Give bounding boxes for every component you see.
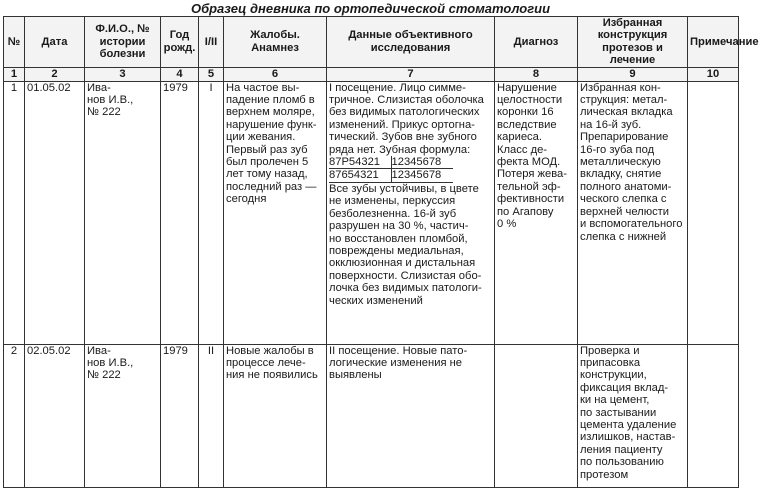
birth-year: 1979	[161, 81, 199, 344]
text-line: разрушен на 30 %, частич-	[329, 220, 469, 233]
text-line: слепка с нижней	[580, 230, 667, 243]
text-line: ческого слепка с	[580, 193, 667, 206]
text-line: металлическую	[580, 156, 661, 169]
column-number: 5	[199, 67, 224, 81]
text-line: лическая вкладка	[580, 106, 673, 119]
dental-formula	[329, 156, 453, 183]
text-line: тричное. Слизистая оболочка	[329, 94, 484, 107]
text-line: был пролечен 5	[226, 156, 309, 169]
text-line: Проверка и	[580, 344, 640, 357]
dental-formula-row	[329, 169, 453, 182]
text-line: повреждены медиальная,	[329, 244, 464, 257]
text-line: по застывании	[580, 406, 657, 419]
dental-formula-quadrant: 12345678	[391, 156, 442, 169]
text-line: верхней челюсти	[580, 205, 670, 218]
text-line: логические изменения не	[329, 357, 463, 370]
text-line: На частое вы-	[226, 81, 300, 94]
text-line: верхнем моляре,	[226, 106, 315, 119]
header-cell: Ф.И.О., № истории болезни	[85, 17, 161, 68]
diagnosis	[495, 344, 578, 487]
text-line: конструкции,	[580, 369, 647, 382]
text-line: 0 %	[497, 218, 517, 231]
text-line: но восстановлен пломбой,	[329, 232, 468, 245]
dental-formula-quadrant: 87654321	[329, 169, 392, 181]
text-line: лет тому назад,	[226, 168, 308, 181]
column-number: 8	[495, 67, 578, 81]
text-line: ки на цемент,	[580, 394, 650, 407]
text-line: тический. Зубов вне зубного	[329, 131, 477, 144]
text-line: 16-го зуба под	[580, 143, 655, 156]
text-line: на 16-й зуб.	[580, 118, 642, 131]
text-line: фективности	[497, 193, 565, 206]
text-line: ния не появились	[226, 369, 318, 382]
text-line: нов И.В.,	[87, 94, 134, 107]
column-number: 3	[85, 67, 161, 81]
text-line: ческих изменений	[329, 294, 423, 307]
text-line: безболезненна. 16-й зуб	[329, 207, 457, 220]
table-row	[4, 81, 739, 344]
text-line: выявлены	[329, 369, 382, 382]
text-line: тельной эф-	[497, 180, 561, 193]
text-line: процессе лече-	[226, 357, 306, 370]
text-line: и вспомогательного	[580, 218, 683, 231]
text-line: струкция: метал-	[580, 94, 668, 107]
column-number: 2	[25, 67, 85, 81]
text-line: поверхности. Слизистая обо-	[329, 269, 482, 282]
text-line: ряда нет. Зубная формула:	[329, 143, 471, 156]
text-line: II посещение. Новые пато-	[329, 344, 468, 357]
text-line: по пользованию	[580, 456, 664, 469]
treatment	[578, 81, 688, 344]
text-line: последний раз —	[226, 180, 317, 193]
complaints	[224, 344, 327, 487]
text-line: нов И.В.,	[87, 357, 134, 370]
column-number: 1	[4, 67, 25, 81]
dental-formula-quadrant: 12345678	[391, 169, 442, 182]
header-cell: Примечание	[688, 17, 739, 68]
text-line: Препарирование	[580, 131, 669, 144]
text-line: Ива-	[87, 344, 111, 357]
dental-formula-quadrant: 87Р54321	[329, 156, 392, 168]
text-line: протезом	[580, 468, 629, 481]
header-cell: №	[4, 17, 25, 68]
header-cell: Год рожд.	[161, 17, 199, 68]
complaints	[224, 81, 327, 344]
text-line: Первый раз зуб	[226, 143, 308, 156]
text-line: полного анатоми-	[580, 180, 672, 193]
header-cell: Дата	[25, 17, 85, 68]
note	[688, 81, 739, 344]
treatment	[578, 344, 688, 487]
column-number-row	[4, 67, 739, 81]
text-line: Все зубы устойчивы, в цвете	[329, 182, 479, 195]
column-number: 9	[578, 67, 688, 81]
text-line: сегодня	[226, 193, 267, 206]
header-cell: Жалобы. Анамнез	[224, 17, 327, 68]
dental-formula-row	[329, 156, 453, 169]
visit-date: 02.05.02	[25, 344, 85, 487]
visit-number: I	[199, 81, 224, 344]
text-line: Класс де-	[497, 143, 548, 156]
column-number: 7	[327, 67, 495, 81]
header-cell: Диагноз	[495, 17, 578, 68]
text-line: кариеса.	[497, 131, 542, 144]
patient-name	[85, 81, 161, 344]
text-line: ции жевания.	[226, 131, 296, 144]
text-line: I посещение. Лицо симме-	[329, 81, 466, 94]
column-number: 6	[224, 67, 327, 81]
birth-year: 1979	[161, 344, 199, 487]
visit-date: 01.05.02	[25, 81, 85, 344]
header-cell: Данные объективного исследования	[327, 17, 495, 68]
text-line: Потеря жева-	[497, 168, 567, 181]
column-number: 10	[688, 67, 739, 81]
header-cell: Избранная конструкция протезов и лечение	[578, 17, 688, 68]
diagnosis	[495, 81, 578, 344]
exam-data	[327, 344, 495, 487]
text-line: не изменены, перкуссия	[329, 195, 456, 208]
text-line: падение пломб в	[226, 94, 315, 107]
text-line: Новые жалобы в	[226, 344, 314, 357]
text-line: Нарушение	[497, 81, 557, 94]
text-line: фекта МОД.	[497, 156, 561, 169]
text-line: нарушение функ-	[226, 118, 317, 131]
text-line: по Агапову	[497, 205, 554, 218]
table-row	[4, 344, 739, 487]
text-line: № 222	[87, 369, 121, 382]
text-line: окклюзионная и дистальная	[329, 257, 476, 270]
row-number: 1	[4, 81, 25, 344]
text-line: ления пациенту	[580, 443, 663, 456]
text-line: припасовка	[580, 357, 641, 370]
header-row	[4, 17, 739, 68]
header-cell: I/II	[199, 17, 224, 68]
text-line: № 222	[87, 106, 121, 119]
text-line: вследствие	[497, 118, 557, 131]
text-line: без видимых патологических	[329, 106, 480, 119]
text-line: целостности	[497, 94, 563, 107]
patient-name	[85, 344, 161, 487]
text-line: цемента удаление	[580, 419, 677, 432]
text-line: фиксация вклад-	[580, 381, 669, 394]
note	[688, 344, 739, 487]
diary-table	[3, 16, 759, 488]
text-line: Ива-	[87, 81, 111, 94]
column-number: 4	[161, 67, 199, 81]
text-line: лочка без видимых патологи-	[329, 282, 482, 295]
row-number: 2	[4, 344, 25, 487]
text-line: изменений. Прикус ортогна-	[329, 118, 475, 131]
text-line: Избранная кон-	[580, 81, 661, 94]
text-line: вкладку, снятие	[580, 168, 662, 181]
text-line: коронки 16	[497, 106, 554, 119]
visit-number: II	[199, 344, 224, 487]
exam-data	[327, 81, 495, 344]
page-title: Образец дневника по ортопедической стоматологии	[190, 1, 551, 16]
text-line: излишков, настав-	[580, 431, 676, 444]
